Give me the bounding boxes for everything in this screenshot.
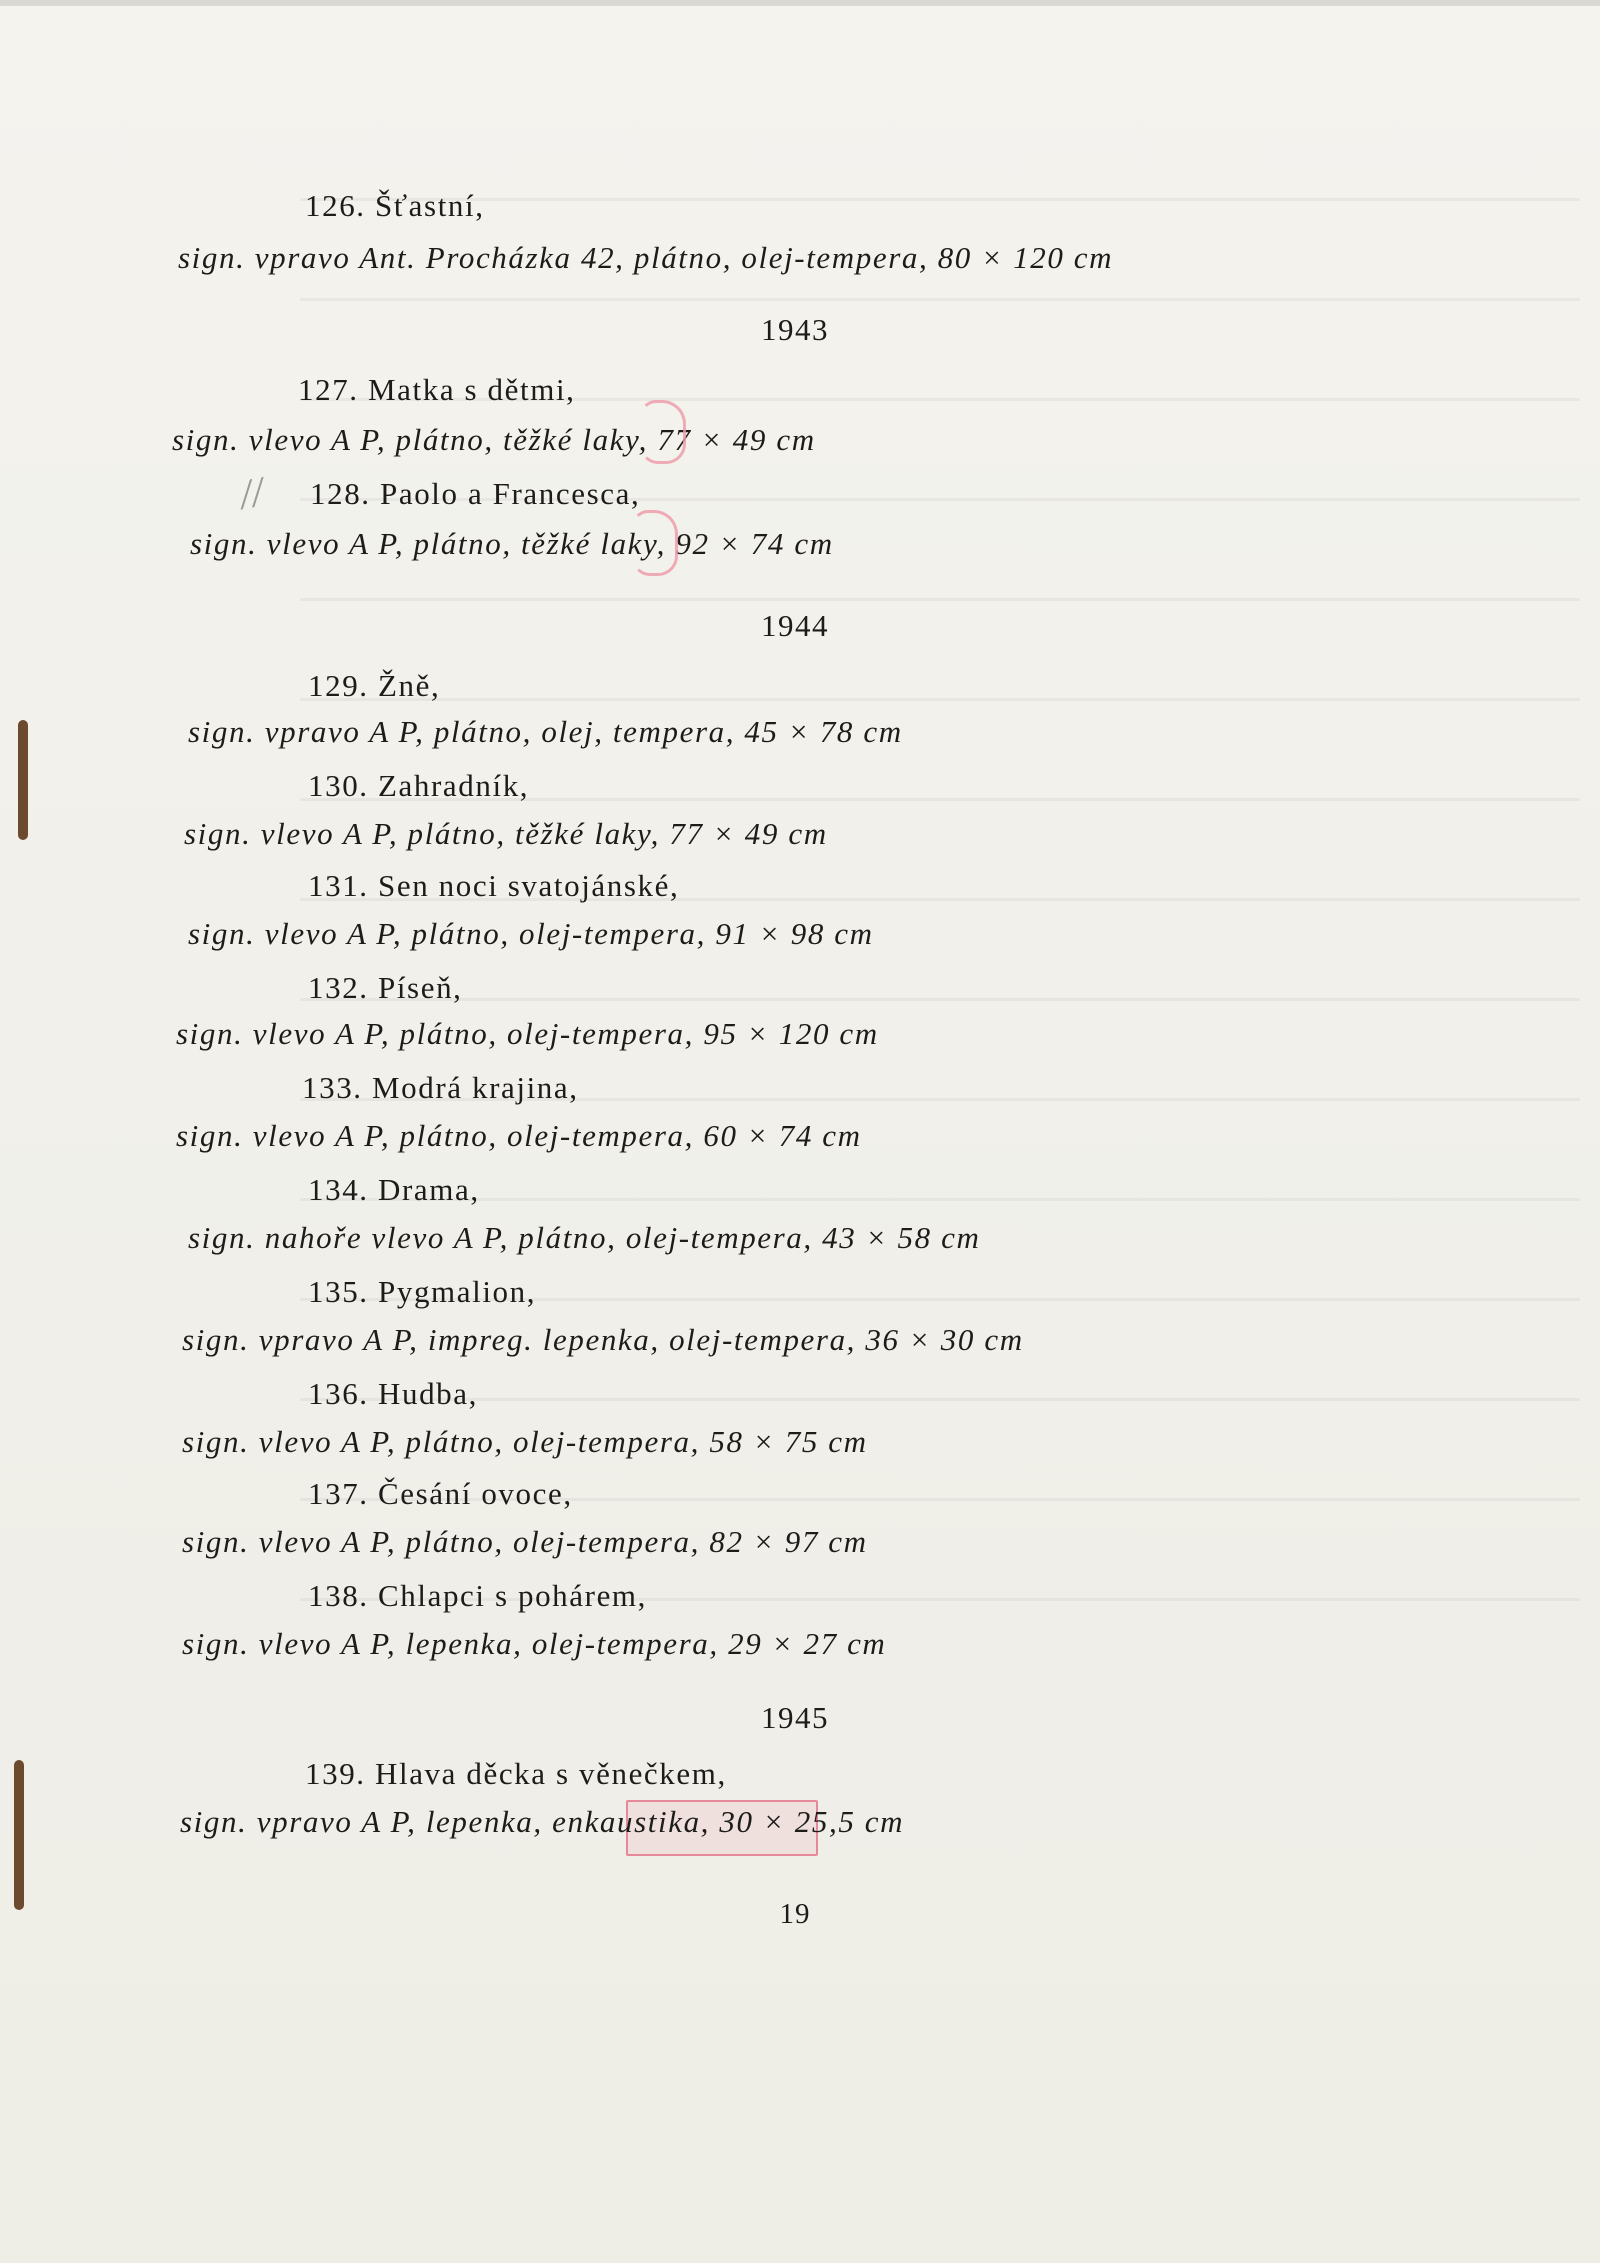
binding-mark-bottom bbox=[14, 1760, 24, 1910]
entry-136-sign: sign. vlevo A P, plátno, olej-tempera, 58 × 75 cm bbox=[182, 1424, 868, 1459]
entry-131-sign: sign. vlevo A P, plátno, olej-tempera, 91 × 98 cm bbox=[188, 916, 874, 951]
entry-132-title: 132. Píseň, bbox=[308, 970, 463, 1005]
entry-126-sign: sign. vpravo Ant. Procházka 42, plátno, olej-tempera, 80 × 120 cm bbox=[178, 240, 1114, 275]
entry-139-sign-highlighted: enkaustika, bbox=[552, 1804, 711, 1839]
entry-130-title: 130. Zahradník, bbox=[308, 768, 530, 803]
entry-132-sign: sign. vlevo A P, plátno, olej-tempera, 95 × 120 cm bbox=[176, 1016, 879, 1051]
pink-pencil-mark-2 bbox=[632, 510, 678, 576]
entry-134-sign: sign. nahoře vlevo A P, plátno, olej-tempera, 43 × 58 cm bbox=[188, 1220, 981, 1255]
entry-129-title: 129. Žně, bbox=[308, 668, 441, 703]
entry-130-sign: sign. vlevo A P, plátno, těžké laky, 77 × 49 cm bbox=[184, 816, 828, 851]
year-1944: 1944 bbox=[761, 608, 829, 643]
entry-136-title: 136. Hudba, bbox=[308, 1376, 478, 1411]
page-top-edge bbox=[0, 0, 1600, 6]
entry-128-sign: sign. vlevo A P, plátno, těžké laky, 92 × 74 cm bbox=[190, 526, 834, 561]
entry-139-title: 139. Hlava děcka s věnečkem, bbox=[305, 1756, 727, 1791]
entry-135-sign: sign. vpravo A P, impreg. lepenka, olej-tempera, 36 × 30 cm bbox=[182, 1322, 1024, 1357]
entry-133-title: 133. Modrá krajina, bbox=[302, 1070, 579, 1105]
entry-128-title: 128. Paolo a Francesca, bbox=[310, 476, 641, 511]
entry-131-title: 131. Sen noci svatojánské, bbox=[308, 868, 680, 903]
entry-139-sign bbox=[180, 1804, 904, 1840]
pencil-mark: // bbox=[236, 469, 268, 519]
entry-137-sign: sign. vlevo A P, plátno, olej-tempera, 82 × 97 cm bbox=[182, 1524, 868, 1559]
entry-126-title: 126. Šťastní, bbox=[305, 188, 485, 223]
entry-139-sign-part1: sign. vpravo A P, lepenka, bbox=[180, 1804, 553, 1839]
entry-137-title: 137. Česání ovoce, bbox=[308, 1476, 573, 1511]
entry-127-sign: sign. vlevo A P, plátno, těžké laky, 77 × 49 cm bbox=[172, 422, 816, 457]
entry-134-title: 134. Drama, bbox=[308, 1172, 480, 1207]
year-1945: 1945 bbox=[761, 1700, 829, 1735]
entry-135-title: 135. Pygmalion, bbox=[308, 1274, 537, 1309]
year-1943: 1943 bbox=[761, 312, 829, 347]
entry-138-title: 138. Chlapci s pohárem, bbox=[308, 1578, 647, 1613]
entry-139-sign-part2: 30 × 25,5 cm bbox=[710, 1804, 905, 1839]
entry-129-sign: sign. vpravo A P, plátno, olej, tempera, 45 × 78 cm bbox=[188, 714, 903, 749]
entry-133-sign: sign. vlevo A P, plátno, olej-tempera, 60 × 74 cm bbox=[176, 1118, 862, 1153]
binding-mark-top bbox=[18, 720, 28, 840]
entry-127-title: 127. Matka s dětmi, bbox=[298, 372, 576, 407]
pink-pencil-mark-1 bbox=[640, 400, 686, 464]
page-number: 19 bbox=[779, 1898, 811, 1930]
entry-138-sign: sign. vlevo A P, lepenka, olej-tempera, 29 × 27 cm bbox=[182, 1626, 887, 1661]
